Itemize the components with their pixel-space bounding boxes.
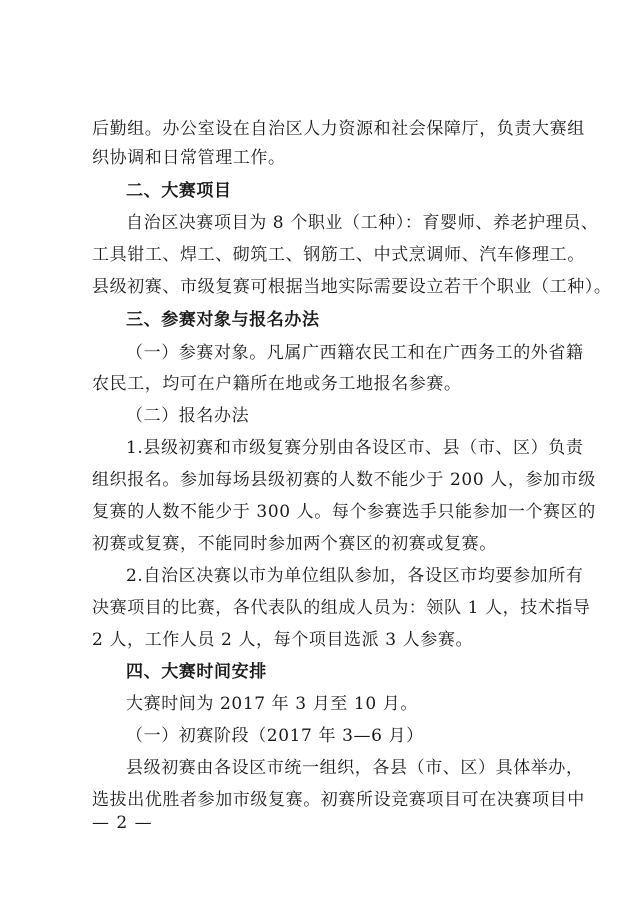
paragraph-line: 县级初赛、市级复赛可根据当地实际需要设立若干个职业（工种）。 [92, 277, 612, 297]
paragraph-line: 初赛或复赛，不能同时参加两个赛区的初赛或复赛。 [92, 534, 497, 554]
paragraph-line: 县级初赛由各设区市统一组织，各县（市、区）具体举办， [126, 758, 584, 778]
paragraph-line: 选拔出优胜者参加市级复赛。初赛所设竞赛项目可在决赛项目中 [92, 790, 585, 810]
section-heading: 三、参赛对象与报名办法 [126, 310, 320, 330]
paragraph-line: 2.自治区决赛以市为单位组队参加，各设区市均要参加所有 [126, 566, 584, 586]
section-heading: 四、大赛时间安排 [126, 662, 267, 682]
paragraph-line: 农民工，均可在户籍所在地或务工地报名参赛。 [92, 374, 462, 394]
paragraph-line: 大赛时间为 2017 年 3 月至 10 月。 [126, 694, 418, 714]
page-number: — 2 — [92, 813, 153, 833]
paragraph-line: 1.县级初赛和市级复赛分别由各设区市、县（市、区）负责 [126, 438, 584, 458]
subsection-heading: （二）报名办法 [126, 406, 250, 426]
paragraph-line: 后勤组。办公室设在自治区人力资源和社会保障厅，负责大赛组 [92, 119, 585, 139]
paragraph-line: 组织报名。参加每场县级初赛的人数不能少于 200 人，参加市级 [92, 470, 596, 490]
paragraph-line: 决赛项目的比赛，各代表队的组成人员为：领队 1 人，技术指导 [92, 598, 591, 618]
paragraph-line: 复赛的人数不能少于 300 人。每个参赛选手只能参加一个赛区的 [92, 502, 596, 522]
paragraph-line: （一）参赛对象。凡属广西籍农民工和在广西务工的外省籍 [126, 343, 584, 363]
section-heading: 二、大赛项目 [126, 181, 232, 201]
subsection-heading: （一）初赛阶段（2017 年 3—6 月） [126, 726, 424, 746]
paragraph-line: 自治区决赛项目为 8 个职业（工种）：育婴师、养老护理员、 [126, 213, 599, 233]
paragraph-line: 2 人，工作人员 2 人，每个项目选派 3 人参赛。 [92, 630, 474, 650]
paragraph-line: 织协调和日常管理工作。 [92, 148, 286, 168]
paragraph-line: 工具钳工、焊工、砌筑工、钢筋工、中式烹调师、汽车修理工。 [92, 245, 585, 265]
